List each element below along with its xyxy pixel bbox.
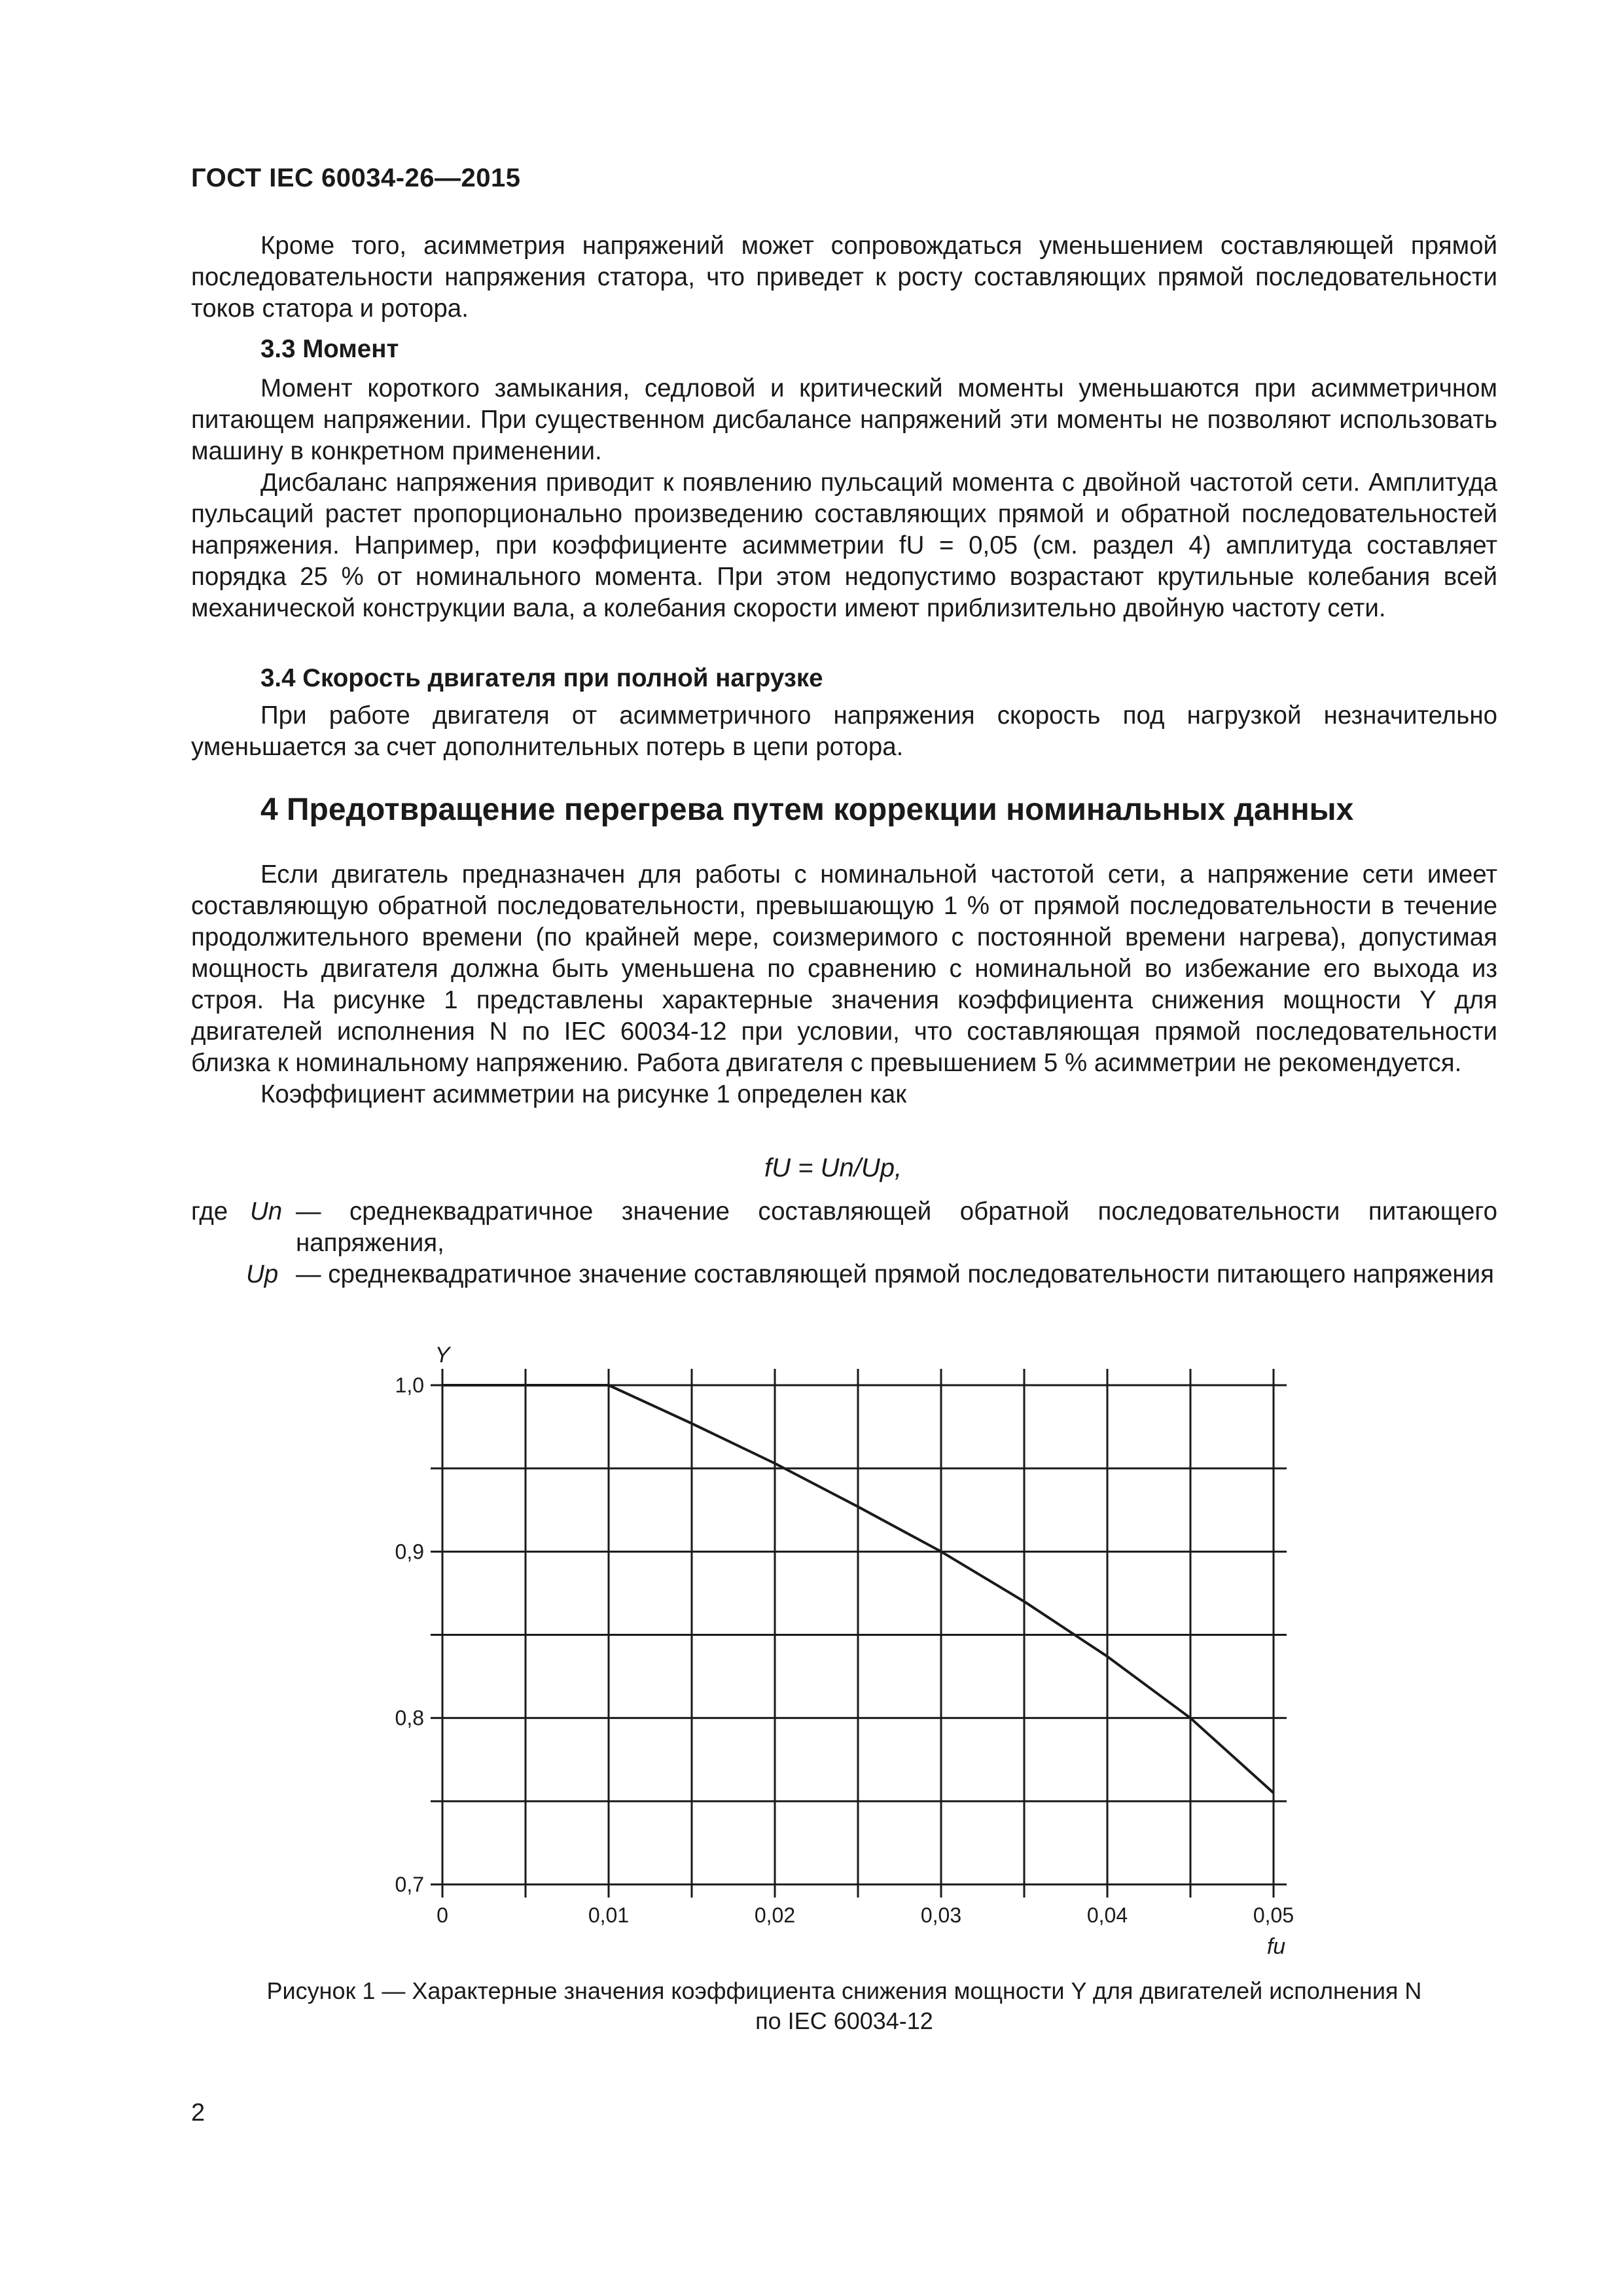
x-tick-label: 0,03	[920, 1903, 962, 1927]
formula-text: fU = Un/Up,	[764, 1154, 902, 1182]
data-point	[1024, 1600, 1026, 1602]
paragraph-text: Коэффициент асимметрии на рисунке 1 определен как	[260, 1080, 907, 1108]
data-point	[691, 1422, 693, 1424]
paragraph-text: Кроме того, асимметрия напряжений может сопровождаться уменьшением составляющей прямой последовательности напряжения статора, что приведет к росту составляющих прямой последовательности токов статора и ротора.	[191, 232, 1497, 323]
data-point	[1273, 1792, 1275, 1794]
y-axis-label: Y	[435, 1343, 450, 1368]
page-number: 2	[191, 2099, 205, 2127]
y-tick-label: 1,0	[395, 1373, 424, 1397]
section-3-4-heading: 3.4 Скорость двигателя при полной нагрузке	[260, 664, 823, 692]
paragraph-text: Дисбаланс напряжения приводит к появлению пульсаций момента с двойной частотой сети. Амплитуда пульсаций растет пропорционально произведению составляющих прямой и обратной последовательностей напряжения. Например, при коэффициенте асимметрии fU = 0,05 (см. раздел 4) амплитуда составляет порядка 25 % от номинального момента. При этом недопустимо возрастают крутильные колебания всей механической конструкции вала, а колебания скорости имеют приблизительно двойную частоту сети.	[191, 468, 1497, 622]
x-tick-label: 0,01	[588, 1903, 630, 1927]
y-tick-label: 0,8	[395, 1706, 424, 1730]
paragraph-text: Если двигатель предназначен для работы с номинальной частотой сети, а напряжение сети имеет составляющую обратной последовательности, превышающую 1 % от прямой последовательности в течение продолжительного времени (по крайней мере, соизмеримого с постоянной времени нагрева), допустимая мощность двигателя должна быть уменьшена по сравнению с номинальной во избежание его выхода из строя. На рисунке 1 представлены характерные значения коэффициента снижения мощности Y для двигателей исполнения N по IEC 60034-12 при условии, что составляющая прямой последовательности близка к номинальному напряжению. Работа двигателя с превышением 5 % асимметрии не рекомендуется.	[191, 860, 1497, 1077]
data-point	[608, 1385, 610, 1386]
definition-un: — среднеквадратичное значение составляющей обратной последовательности питающего напряжения,	[296, 1197, 1497, 1257]
x-tick-label: 0,02	[754, 1903, 796, 1927]
symbol-up: Up	[246, 1260, 279, 1288]
paragraph-text: При работе двигателя от асимметричного напряжения скорость под нагрузкой незначительно уменьшается за счет дополнительных потерь в цепи ротора.	[191, 701, 1497, 761]
data-point	[940, 1551, 942, 1553]
caption-line: Рисунок 1 — Характерные значения коэффициента снижения мощности Y для двигателей исполнения N	[266, 1977, 1422, 2004]
figure-caption	[191, 1976, 1497, 2036]
data-point	[857, 1506, 859, 1508]
y-tick-label: 0,7	[395, 1873, 424, 1896]
section-3-3-heading: 3.3 Момент	[260, 335, 399, 363]
paragraph-text: Момент короткого замыкания, седловой и критический моменты уменьшаются при асимметричном питающем напряжении. При существенном дисбалансе напряжений эти моменты не позволяют использовать машину в конкретном применении.	[191, 374, 1497, 465]
x-tick-label: 0,04	[1086, 1903, 1128, 1927]
symbol-un: Un	[250, 1197, 283, 1226]
document-header: ГОСТ IEC 60034-26—2015	[191, 164, 521, 192]
x-tick-label: 0,05	[1253, 1903, 1294, 1927]
data-point	[442, 1385, 444, 1386]
data-point	[1190, 1717, 1192, 1719]
data-point	[774, 1462, 776, 1464]
data-point	[1107, 1655, 1109, 1657]
x-tick-label: 0	[437, 1903, 448, 1927]
x-axis-label: fu	[1266, 1934, 1286, 1959]
definition-up: — среднеквадратичное значение составляющей прямой последовательности питающего напряжения	[296, 1260, 1494, 1288]
y-tick-label: 0,9	[395, 1540, 424, 1564]
caption-line: по IEC 60034-12	[755, 2007, 933, 2034]
section-4-heading: 4 Предотвращение перегрева путем коррекции номинальных данных	[260, 792, 1354, 827]
where-label: где	[191, 1197, 228, 1226]
